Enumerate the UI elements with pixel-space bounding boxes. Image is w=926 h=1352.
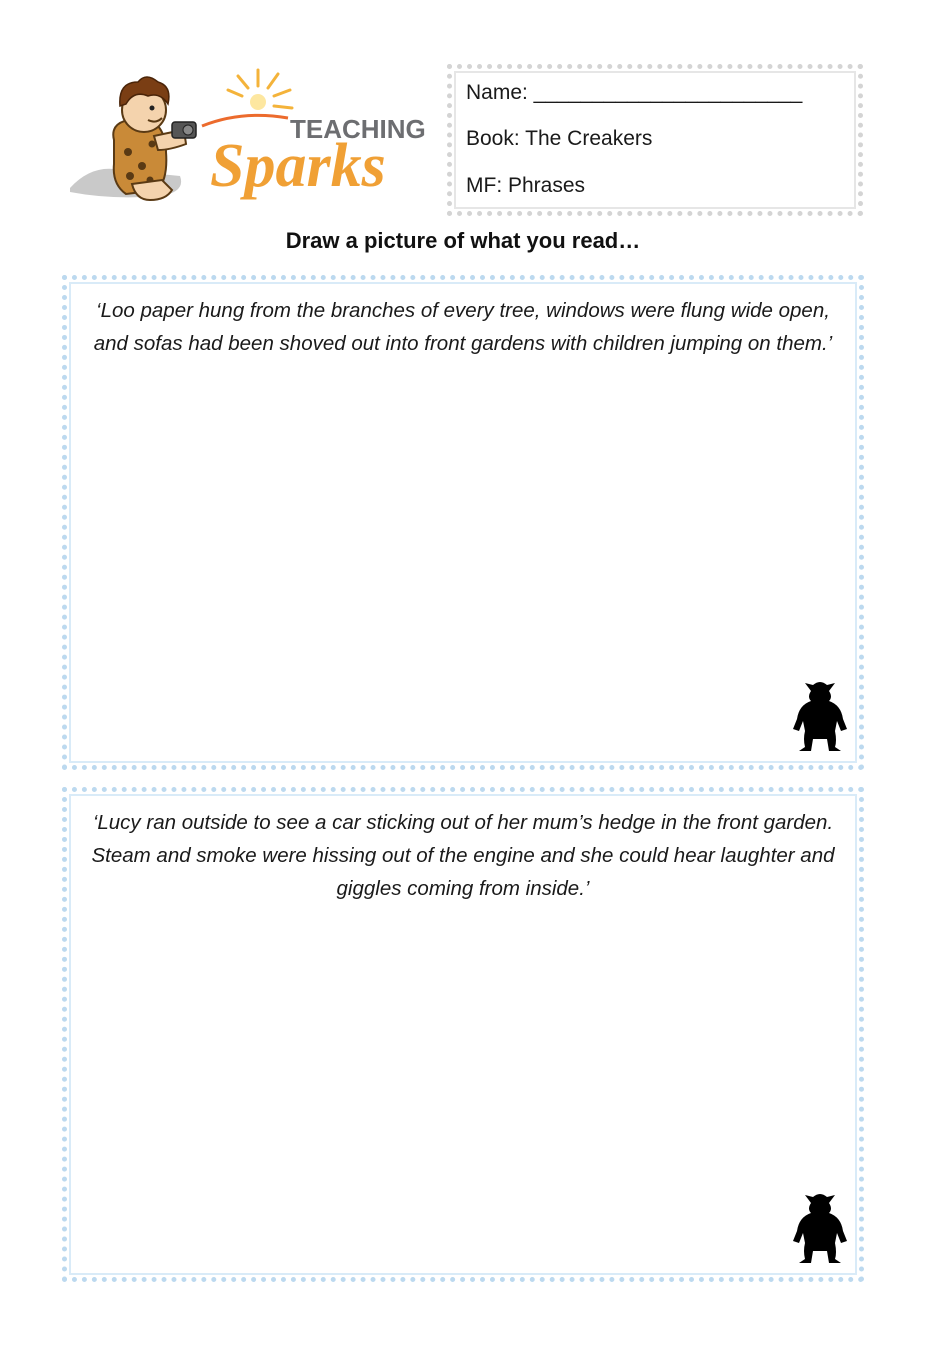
name-field[interactable]: Name: _______________________ [466, 81, 803, 104]
drawing-panel-1[interactable] [62, 275, 864, 770]
logo-text-sparks: Sparks [210, 132, 386, 200]
goblin-silhouette-icon [791, 679, 849, 753]
caveman-with-camera-icon [62, 66, 442, 216]
student-info-box [447, 64, 863, 216]
mf-label: MF: Phrases [466, 174, 586, 197]
quote-text-2: ‘Lucy ran outside to see a car sticking out of her mum’s hedge in the front garden. Steam and smoke were hissing out of the engine and she could hear laughter and giggles coming from inside.’ [91, 811, 835, 900]
goblin-silhouette-icon [791, 1191, 849, 1265]
teaching-sparks-logo [62, 66, 442, 216]
drawing-panel-2[interactable] [62, 787, 864, 1282]
book-label: Book: The Creakers [466, 127, 653, 150]
page-heading: Draw a picture of what you read… [285, 228, 641, 253]
logo-text-teaching: TEACHING [290, 114, 426, 144]
quote-text-1: ‘Loo paper hung from the branches of every tree, windows were flung wide open, and sofas had been shoved out into front gardens with children jumping on them.’ [93, 299, 833, 355]
